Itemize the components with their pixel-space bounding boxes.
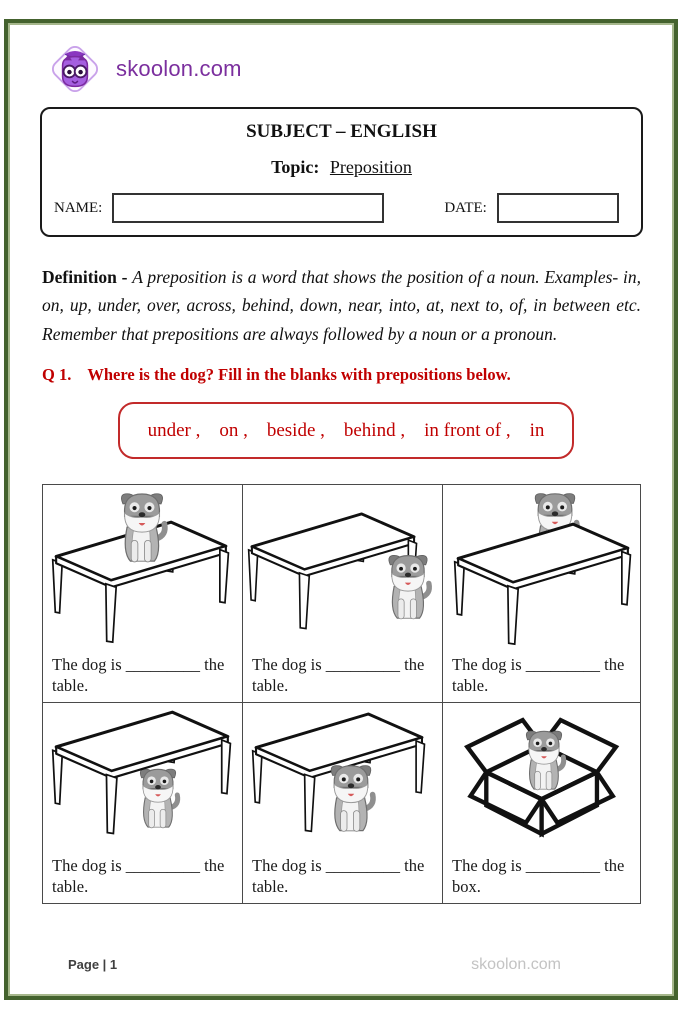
fill-blank-sentence[interactable]: The dog is _________ the table.	[252, 654, 425, 696]
dog-icon	[113, 489, 171, 565]
fill-blank-sentence[interactable]: The dog is _________ the box.	[452, 855, 625, 897]
page-border-frame	[4, 19, 678, 1000]
dog-icon	[381, 551, 435, 622]
page-number: Page | 1	[68, 957, 118, 972]
fill-blank-sentence[interactable]: The dog is _________ the table.	[252, 855, 425, 897]
exercise-grid	[42, 484, 641, 904]
exercise-cell	[243, 485, 443, 703]
brand-name: skoolon.com	[116, 56, 242, 81]
table-icon	[453, 519, 633, 648]
word-bank-text: under , on , beside , behind , in front of , in	[147, 419, 545, 441]
dog-beside-table-illustration	[247, 489, 438, 644]
fill-blank-sentence[interactable]: The dog is _________ the table.	[452, 654, 625, 696]
topic-line	[42, 157, 641, 178]
footer-site-name: skoolon.com	[471, 956, 561, 973]
box-icon	[461, 709, 627, 843]
dog-icon	[323, 761, 379, 835]
dog-in-box-illustration	[447, 707, 636, 845]
exercise-cell	[43, 485, 243, 703]
topic-label: Topic:	[271, 157, 320, 177]
definition-paragraph	[42, 263, 641, 348]
topic-value: Preposition	[329, 157, 412, 177]
question-1-heading	[42, 365, 641, 385]
question-prompt: Where is the dog? Fill in the blanks with prepositions below.	[87, 365, 511, 385]
name-date-row	[42, 193, 641, 223]
dog-under-table-illustration	[47, 707, 238, 845]
definition-text: A preposition is a word that shows the position of a noun. Examples- in, on, up, under, over, across, behind, down, near, into, at, next to, of, in between etc. Remember that prepositions are always followed by a noun or a pronoun.	[42, 267, 641, 344]
name-label: NAME:	[54, 199, 103, 216]
exercise-cell	[243, 703, 443, 903]
worksheet-header-box	[40, 107, 643, 237]
fill-blank-sentence[interactable]: The dog is _________ the table.	[52, 654, 225, 696]
definition-label: Definition -	[42, 267, 128, 287]
dog-behind-table-illustration	[447, 489, 636, 644]
brand-header	[38, 25, 645, 101]
word-bank-box	[118, 402, 574, 459]
skoolon-owl-logo-icon	[44, 38, 106, 100]
question-number: Q 1.	[42, 365, 72, 385]
dog-on-table-illustration	[47, 489, 238, 644]
fill-blank-sentence[interactable]: The dog is _________ the table.	[52, 855, 225, 897]
dog-in-front-of-table-illustration	[247, 707, 438, 845]
exercise-cell	[443, 485, 640, 703]
name-input-box[interactable]	[112, 193, 384, 223]
date-input-box[interactable]	[497, 193, 619, 223]
exercise-cell	[43, 703, 243, 903]
table-icon	[51, 707, 233, 837]
date-label: DATE:	[444, 199, 487, 216]
page-footer	[68, 956, 561, 974]
subject-title: SUBJECT – ENGLISH	[246, 121, 437, 142]
exercise-cell	[443, 703, 640, 903]
